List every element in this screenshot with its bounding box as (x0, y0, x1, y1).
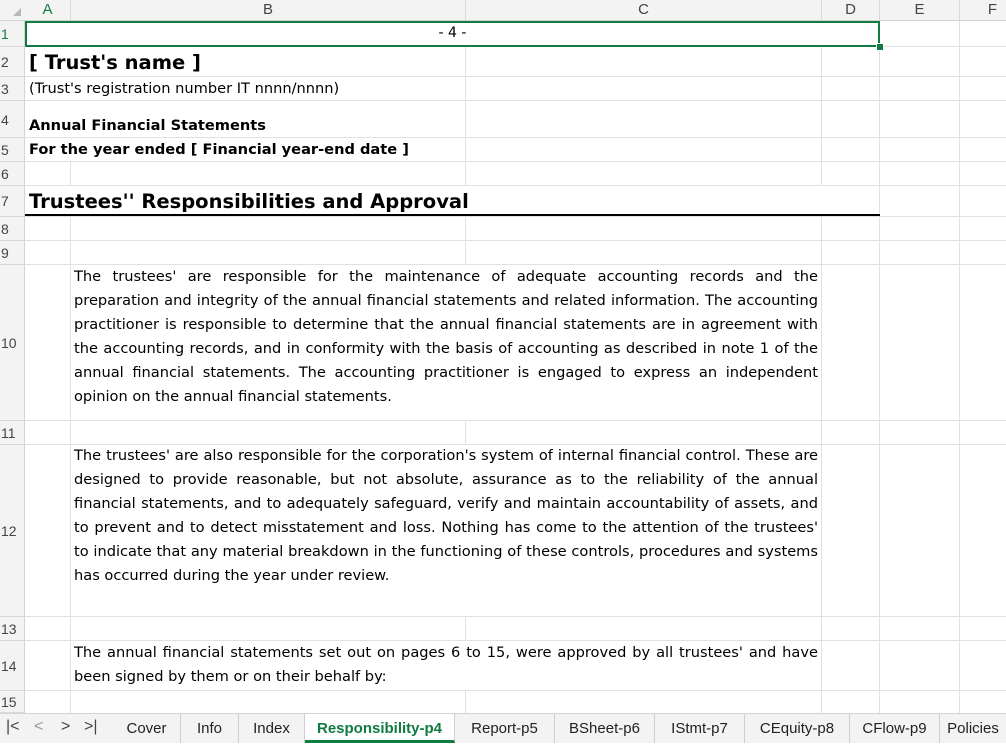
trust-name-cell[interactable]: [ Trust's name ] (29, 51, 201, 74)
next-sheet-button[interactable]: > (61, 718, 71, 735)
row-header-3[interactable]: 3 (0, 77, 25, 101)
tab-cequity-p8[interactable]: CEquity-p8 (745, 714, 850, 743)
heading-underline (25, 214, 880, 216)
first-sheet-button[interactable]: |< (6, 718, 20, 735)
row-header-4[interactable]: 4 (0, 101, 25, 138)
row-header-12[interactable]: 12 (0, 445, 25, 617)
row-header-2[interactable]: 2 (0, 47, 25, 77)
sheet-tab-bar (0, 713, 1006, 743)
year-ended-cell[interactable]: For the year ended [ Financial year-end date ] (29, 141, 409, 158)
row-header-8[interactable]: 8 (0, 217, 25, 241)
row-header-15[interactable]: 15 (0, 691, 25, 713)
select-all-corner[interactable] (0, 0, 25, 20)
column-header-a[interactable]: A (25, 0, 71, 20)
tab-cflow-p9[interactable]: CFlow-p9 (850, 714, 940, 743)
row-header-14[interactable]: 14 (0, 641, 25, 691)
tab-responsibility-p4[interactable]: Responsibility-p4 (305, 714, 455, 743)
row-header-5[interactable]: 5 (0, 138, 25, 162)
tab-policies[interactable]: Policies (947, 720, 999, 737)
column-header-bar (0, 0, 1006, 21)
active-cell-selection (25, 21, 880, 47)
column-header-c[interactable]: C (466, 0, 822, 20)
tab-istmt-p7[interactable]: IStmt-p7 (655, 714, 745, 743)
row-header-10[interactable]: 10 (0, 265, 25, 421)
row-header-6[interactable]: 6 (0, 162, 25, 186)
column-header-f[interactable]: F (960, 0, 1006, 20)
tab-cover[interactable]: Cover (113, 714, 181, 743)
column-header-d[interactable]: D (822, 0, 880, 20)
row-header-1[interactable]: 1 (0, 21, 25, 47)
registration-cell[interactable]: (Trust's registration number IT nnnn/nnnn) (29, 80, 340, 97)
row-header-11[interactable]: 11 (0, 421, 25, 445)
tab-info[interactable]: Info (181, 714, 239, 743)
approval-paragraph[interactable]: The annual financial statements set out on pages 6 to 15, were approved by all trustees' and have been signed by them or on their behalf by: (74, 644, 818, 685)
row-header-9[interactable]: 9 (0, 241, 25, 265)
row-header-7[interactable]: 7 (0, 186, 25, 217)
column-header-e[interactable]: E (880, 0, 960, 20)
responsibility-paragraph-2[interactable]: The trustees' are also responsible for the corporation's system of internal financial control. These are designed to provide reasonable, but not absolute, assurance as to the reliability of the annual financial statements, and to adequately safeguard, verify and maintain accountability of assets, and to prevent and to detect misstatement and loss. Nothing has come to the attention of the trustees' to indicate that any material breakdown in the functioning of these controls, procedures and systems has occurred during the year under review. (74, 447, 818, 584)
responsibility-paragraph-1[interactable]: The trustees' are responsible for the maintenance of adequate accounting records and the preparation and integrity of the annual financial statements and related information. The accounting practitioner is responsible to determine that the annual financial statements are in agreement with the accounting records, and in conformity with the basis of accounting as described in note 1 of the annual financial statements. The accounting practitioner is engaged to express an independent opinion on the annual financial statements. (74, 268, 818, 405)
tab-bsheet-p6[interactable]: BSheet-p6 (555, 714, 655, 743)
tab-report-p5[interactable]: Report-p5 (455, 714, 555, 743)
page-number-cell[interactable]: - 4 - (438, 25, 467, 41)
section-heading-cell[interactable]: Trustees'' Responsibilities and Approval (29, 190, 469, 213)
last-sheet-button[interactable]: >| (84, 718, 98, 735)
column-header-b[interactable]: B (71, 0, 466, 20)
statement-title-cell[interactable]: Annual Financial Statements (29, 117, 266, 134)
fill-handle[interactable] (876, 43, 884, 51)
tab-index[interactable]: Index (239, 714, 305, 743)
row-header-13[interactable]: 13 (0, 617, 25, 641)
prev-sheet-button[interactable]: < (34, 718, 44, 735)
